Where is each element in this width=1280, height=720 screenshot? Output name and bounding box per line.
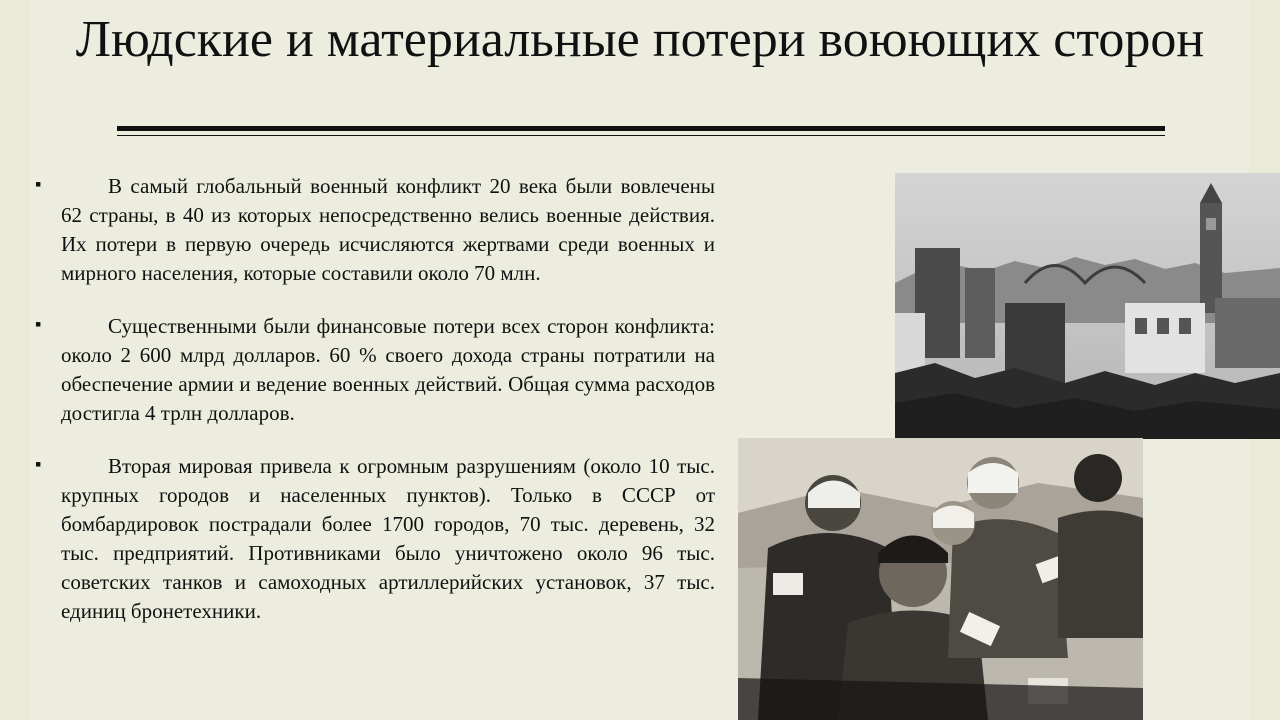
ruined-city-photo	[895, 173, 1280, 439]
title-underline-thin	[117, 135, 1165, 136]
bullet-icon: ▪	[35, 454, 42, 474]
title-underline-thick	[117, 126, 1165, 131]
paragraph-text: Существенными были финансовые потери всех сторон конфликта: около 2 600 млрд долларов. 60 % своего дохода страны потратили на обеспечение армии и ведение военных действий. Общая сумма расходов достигла 4 трлн долларов.	[61, 314, 715, 425]
bullet-icon: ▪	[35, 314, 42, 334]
paragraph-3	[35, 452, 715, 626]
wounded-soldiers-illustration	[738, 438, 1143, 720]
paragraph-text: В самый глобальный военный конфликт 20 века были вовлечены 62 страны, в 40 из которых непосредственно велись военные действия. Их потери в первую очередь исчисляются жертвами среди военных и мирного населения, которые составили около 70 млн.	[61, 174, 715, 285]
body-text	[35, 172, 715, 650]
wounded-soldiers-photo	[738, 438, 1143, 720]
paragraph-text: Вторая мировая привела к огромным разрушениям (около 10 тыс. крупных городов и населенных пунктов). Только в СССР от бомбардировок пострадали более 1700 городов, 70 тыс. деревень, 32 тыс. предприятий. Противниками было уничтожено около 96 тыс. советских танков и самоходных артиллерийских установок, 37 тыс. единиц бронетехники.	[61, 454, 715, 623]
slide-title: Людские и материальные потери воюющих сторон	[75, 11, 1205, 68]
paragraph-1	[35, 172, 715, 288]
ruined-city-illustration	[895, 173, 1280, 439]
paragraph-2	[35, 312, 715, 428]
bullet-icon: ▪	[35, 174, 42, 194]
